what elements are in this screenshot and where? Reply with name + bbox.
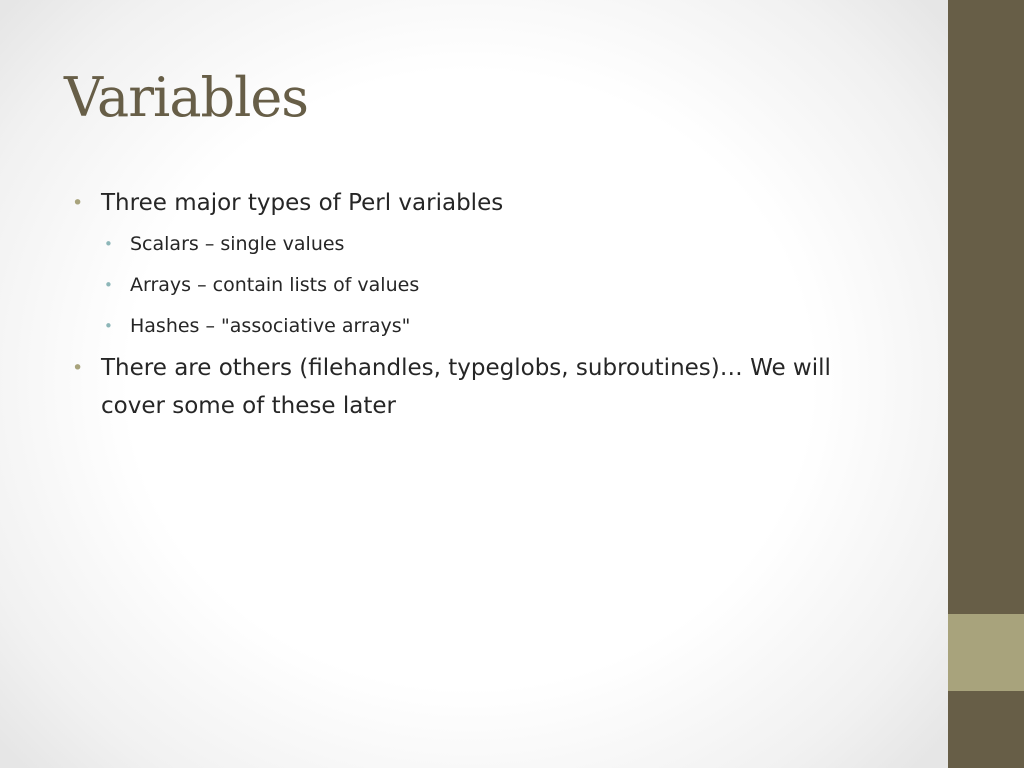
bullet-item [72,349,892,425]
sub-bullet-text: Arrays – contain lists of values [130,274,420,296]
decorative-sidebar-accent [948,614,1024,691]
bullet-list [72,184,892,427]
bullet-dot-icon: • [72,192,84,214]
sub-bullet-item [104,224,892,265]
sub-bullet-item [104,306,892,347]
sub-bullet-text: Scalars – single values [130,233,345,255]
bullet-text: There are others (filehandles, typeglobs, subroutines)… We will cover some of these later [101,355,831,419]
bullet-text: Three major types of Perl variables [101,190,504,216]
sub-bullet-dot-icon: • [104,235,113,253]
sub-bullet-text: Hashes – "associative arrays" [130,315,411,337]
sub-bullet-list [72,224,892,347]
bullet-dot-icon: • [72,357,84,379]
sub-bullet-group [72,224,892,347]
sub-bullet-item [104,265,892,306]
bullet-item [72,184,892,222]
slide-title: Variables [64,66,309,129]
sub-bullet-dot-icon: • [104,276,113,294]
sub-bullet-dot-icon: • [104,317,113,335]
